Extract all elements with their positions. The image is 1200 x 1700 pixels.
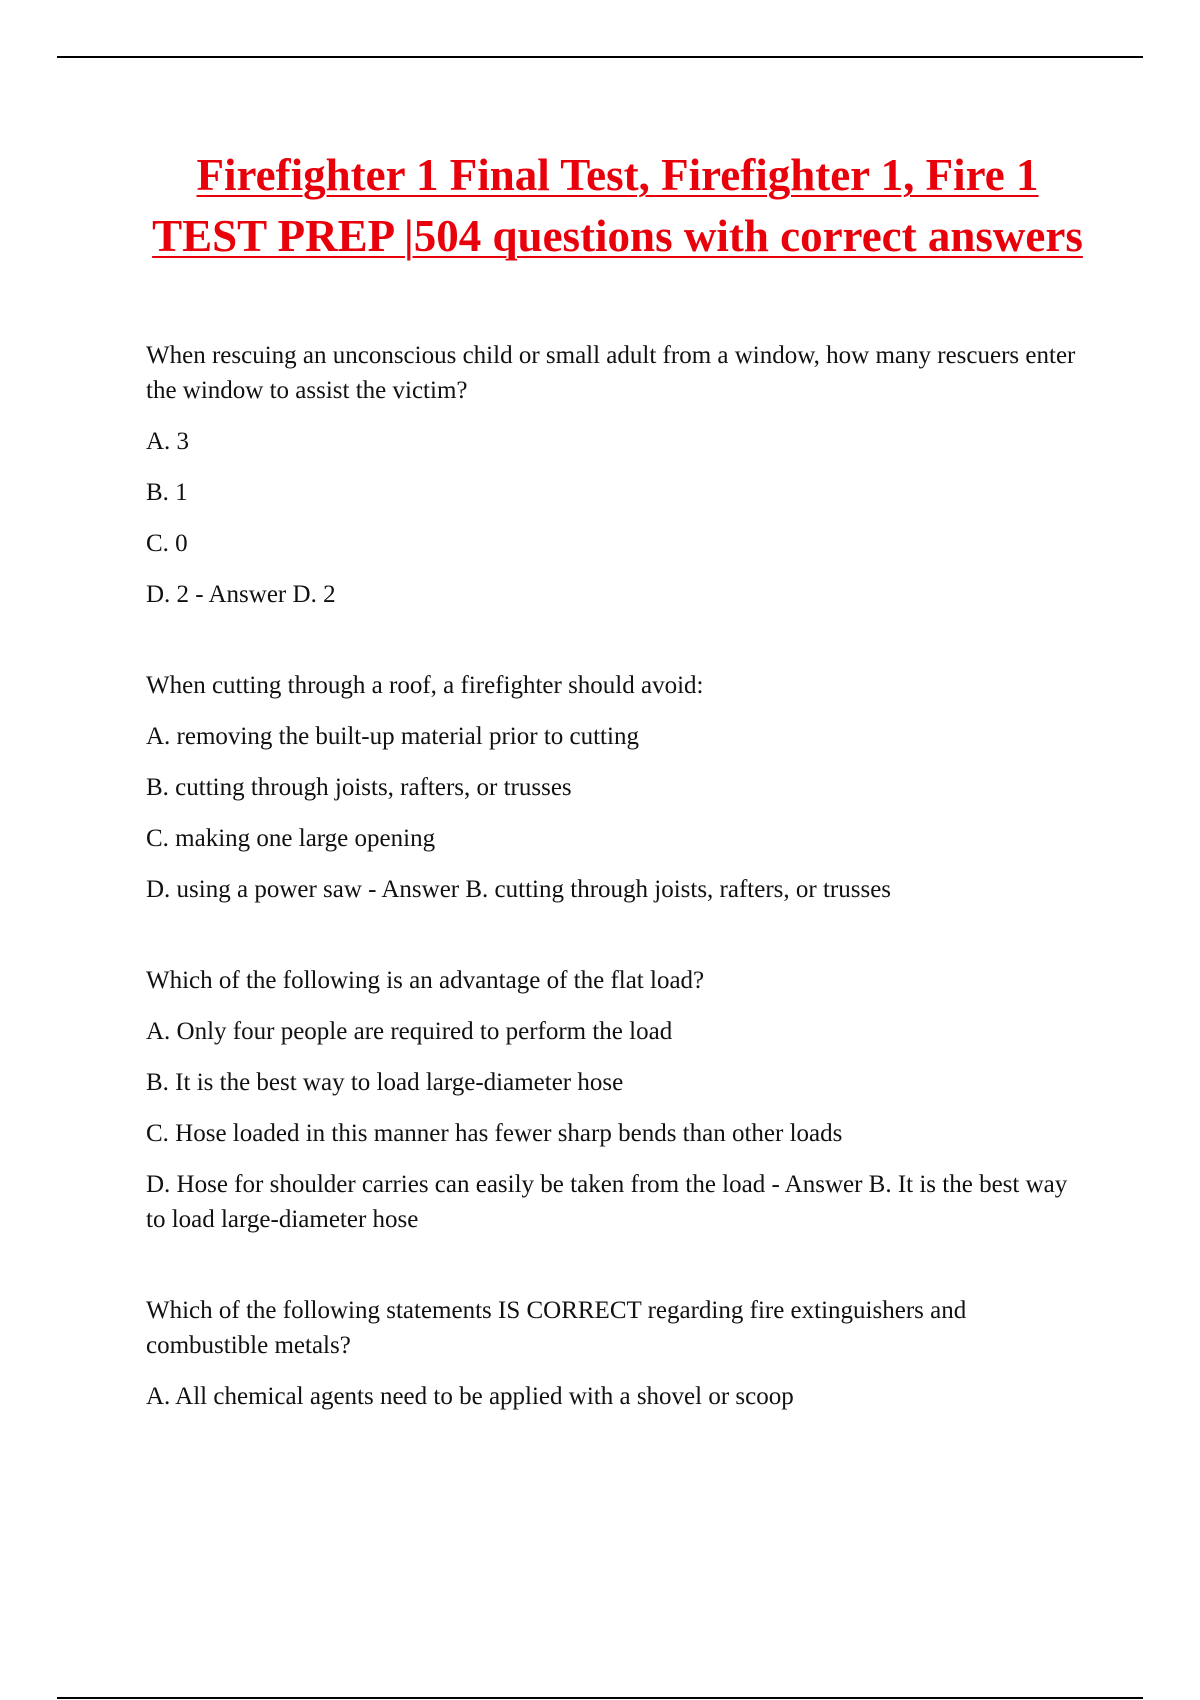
answer-option: B. 1 xyxy=(146,479,188,506)
answer-option: A. removing the built-up material prior to cutting xyxy=(146,723,639,750)
question-1 xyxy=(146,338,1081,612)
answer-option: B. It is the best way to load large-diameter hose xyxy=(146,1069,624,1096)
answer-option: C. making one large opening xyxy=(146,825,436,852)
answer-option: B. cutting through joists, rafters, or trusses xyxy=(146,774,572,801)
answer-option: D. Hose for shoulder carries can easily be taken from the load - Answer B. It is the best way to load large-diameter hose xyxy=(146,1171,1068,1233)
question-2 xyxy=(146,668,1081,907)
answer-option: A. Only four people are required to perform the load xyxy=(146,1018,673,1045)
answer-option: C. 0 xyxy=(146,530,188,557)
answer-option: C. Hose loaded in this manner has fewer sharp bends than other loads xyxy=(146,1120,843,1147)
question-4 xyxy=(146,1293,1081,1414)
document-title: Firefighter 1 Final Test, Firefighter 1, Fire 1 TEST PREP |504 questions with correct answers xyxy=(152,150,1083,261)
question-text: When cutting through a roof, a firefighter should avoid: xyxy=(146,672,704,699)
question-list xyxy=(146,338,1081,1414)
bottom-rule xyxy=(57,1697,1143,1699)
question-text: Which of the following is an advantage of the flat load? xyxy=(146,967,705,994)
question-3 xyxy=(146,963,1081,1237)
top-rule xyxy=(57,56,1143,58)
question-text: When rescuing an unconscious child or small adult from a window, how many rescuers enter the window to assist the victim? xyxy=(146,342,1076,404)
answer-option: D. 2 - Answer D. 2 xyxy=(146,581,336,608)
answer-option: D. using a power saw - Answer B. cutting through joists, rafters, or trusses xyxy=(146,876,892,903)
question-text: Which of the following statements IS CORRECT regarding fire extinguishers and combustible metals? xyxy=(146,1297,967,1359)
answer-option: A. 3 xyxy=(146,428,190,455)
answer-option: A. All chemical agents need to be applied with a shovel or scoop xyxy=(146,1383,794,1410)
